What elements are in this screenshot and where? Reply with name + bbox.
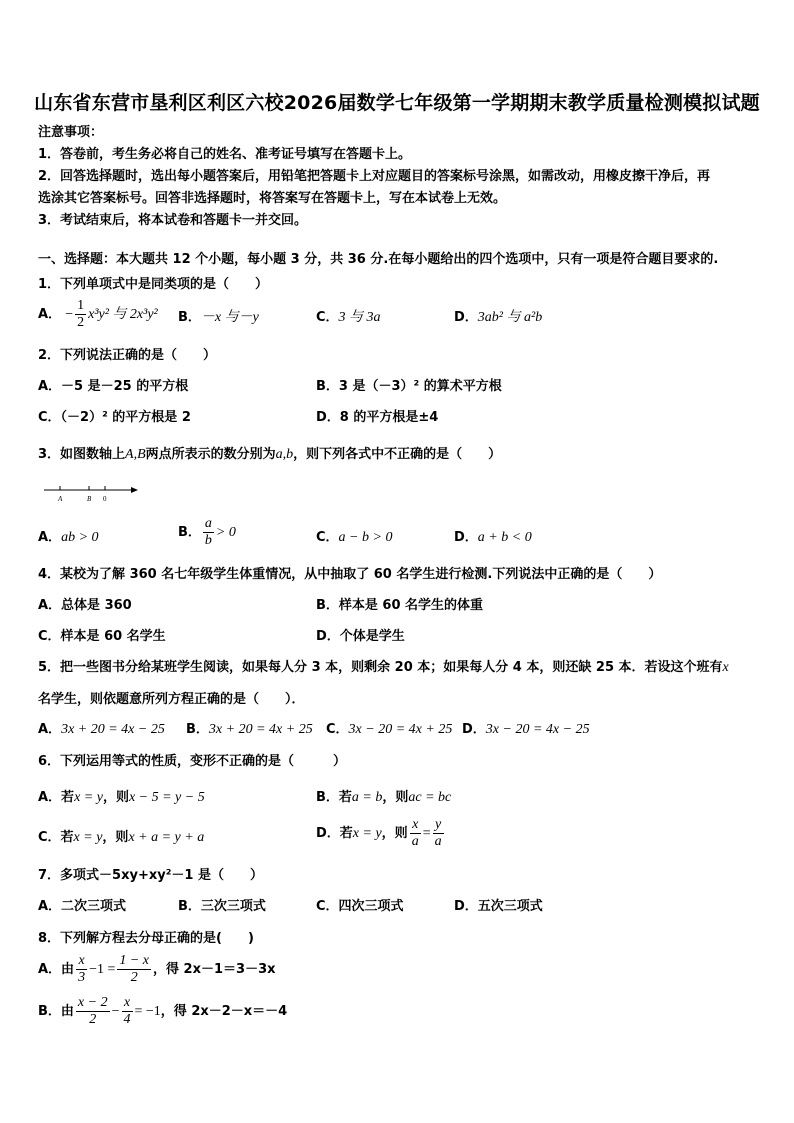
condition: x = y [73, 830, 103, 845]
fraction [410, 817, 421, 850]
q5-stem-line2: 名学生，则依题意所列方程正确的是（ ）． [38, 692, 305, 707]
option-label: C． [316, 530, 339, 545]
q8-option-a [38, 953, 276, 986]
q8-option-b [38, 995, 287, 1028]
q2-option-a: A．－5 是－25 的平方根 [38, 379, 189, 394]
option-label: C．若 [38, 830, 74, 845]
q3-option-c [316, 526, 392, 546]
operator: − [111, 1004, 120, 1019]
label-a: A [58, 495, 63, 503]
stem-points: A,B [125, 447, 146, 462]
conclusion: ac = bc [408, 790, 452, 805]
option-text: 3x − 20 = 4x + 25 [348, 722, 453, 737]
q5-stem-line1 [38, 656, 729, 676]
fraction [76, 953, 87, 986]
denominator: a [434, 834, 442, 849]
q2-option-c: C．（－2）² 的平方根是 2 [38, 410, 191, 425]
denominator: a [411, 834, 419, 849]
stem-vars: a,b [275, 447, 294, 462]
option-label: A．若 [38, 790, 75, 805]
stem-text: 3．如图数轴上 [38, 447, 126, 462]
section-heading: 一、选择题：本大题共 12 个小题，每小题 3 分，共 36 分.在每小题给出的四个选项中，只有一项是符合题目要求的. [38, 252, 719, 267]
condition: a = b [351, 790, 383, 805]
fraction [76, 995, 110, 1028]
q4-option-c: C．样本是 60 名学生 [38, 629, 166, 644]
stem-text: 两点所表示的数分别为 [145, 447, 276, 462]
fraction [433, 817, 444, 850]
number-line-figure [42, 482, 142, 504]
fraction [203, 516, 214, 549]
option-label: A．由 [38, 962, 75, 977]
q2-option-d: D．8 的平方根是±4 [316, 410, 439, 425]
stem-var: x [722, 660, 729, 675]
q7-option-c: C．四次三项式 [316, 899, 404, 914]
fraction [122, 995, 133, 1028]
q2-option-b: B．3 是（－3）² 的算术平方根 [316, 379, 502, 394]
option-label: C． [326, 722, 349, 737]
arrow-icon [131, 487, 138, 493]
operator: −1 = [89, 962, 116, 977]
denominator: 3 [78, 970, 86, 985]
equals-part: = −1 [134, 1004, 161, 1019]
option-text: 3x − 20 = 4x − 25 [485, 722, 590, 737]
stem-text: 5．把一些图书分给某班学生阅读，如果每人分 3 本，则剩余 20 本；如果每人分 4 本，则还缺 25 本．若设这个班有 [38, 660, 723, 675]
label-b: B [87, 495, 92, 503]
notice-item-2: 2．回答选择题时，选出每小题答案后，用铅笔把答题卡上对应题目的答案标号涂黑，如需改动，用橡皮擦干净后，再 [38, 169, 711, 184]
equals-sign: = [422, 826, 431, 841]
option-label: A． [38, 722, 62, 737]
q3-option-d [454, 526, 532, 546]
q2-stem: 2．下列说法正确的是（ ） [38, 348, 217, 363]
q1-stem: 1．下列单项式中是同类项的是（ ） [38, 277, 269, 292]
page-title: 山东省东营市垦利区利区六校2026届数学七年级第一学期期末教学质量检测模拟试题 [34, 92, 760, 114]
option-text: a + b < 0 [477, 530, 532, 545]
option-text: 3 与 3a [338, 310, 381, 325]
q6-option-d [316, 817, 446, 850]
connector: ，则 [102, 790, 129, 805]
option-label: A． [38, 530, 62, 545]
option-text: 3x + 20 = 4x + 25 [208, 722, 313, 737]
q6-option-c [38, 826, 204, 846]
q4-option-d: D．个体是学生 [316, 629, 405, 644]
option-label: B． [178, 310, 201, 325]
option-label: B．若 [316, 790, 352, 805]
denominator: 2 [77, 315, 85, 330]
fraction [75, 298, 86, 331]
q7-stem: 7．多项式－5xy+xy²－1 是（ ） [38, 868, 263, 883]
option-label: C． [316, 310, 339, 325]
notice-item-3: 3．考试结束后，将本试卷和答题卡一并交回。 [38, 213, 308, 228]
q7-option-d: D．五次三项式 [454, 899, 543, 914]
numerator: 1 − x [119, 953, 150, 968]
numerator: x − 2 [77, 995, 108, 1010]
conclusion: x − 5 = y − 5 [128, 790, 205, 805]
fraction [117, 953, 151, 986]
q1-option-b [178, 306, 259, 326]
denominator: 2 [130, 970, 138, 985]
numerator: 1 [77, 298, 85, 313]
q5-option-c [326, 718, 452, 738]
option-text: ab > 0 [61, 530, 99, 545]
denominator: 4 [123, 1012, 131, 1027]
numerator: x [122, 995, 133, 1012]
q5-option-d [462, 718, 590, 738]
option-label: A． [38, 307, 62, 322]
numerator: x [76, 953, 87, 970]
connector: ，则 [382, 790, 409, 805]
option-label: D． [454, 530, 478, 545]
option-label: D． [454, 310, 478, 325]
q1-option-c [316, 306, 381, 326]
q3-option-b [178, 516, 236, 549]
q3-stem [38, 443, 501, 463]
condition: x = y [352, 826, 382, 841]
q7-option-a: A．二次三项式 [38, 899, 127, 914]
q4-stem: 4．某校为了解 360 名七年级学生体重情况，从中抽取了 60 名学生进行检测.下列说法中正确的是（ ） [38, 567, 662, 582]
option-text: > 0 [215, 525, 236, 540]
notice-item-1: 1．答卷前，考生务必将自己的姓名、准考证号填写在答题卡上。 [38, 147, 412, 162]
q6-option-b [316, 786, 451, 806]
numerator: x [410, 817, 421, 834]
q6-option-a [38, 786, 205, 806]
q5-option-a [38, 718, 165, 738]
result-text: ，得 2x－1＝3－3x [153, 962, 276, 977]
q6-stem: 6．下列运用等式的性质，变形不正确的是（ ） [38, 754, 347, 769]
option-label: D． [462, 722, 486, 737]
option-label: D．若 [316, 826, 353, 841]
connector: ，则 [102, 830, 129, 845]
connector: ，则 [381, 826, 408, 841]
q8-stem: 8．下列解方程去分母正确的是( ) [38, 931, 254, 946]
label-zero: 0 [103, 495, 107, 503]
option-text: x³y² 与 2x³y² [88, 307, 158, 322]
q5-option-b [186, 718, 313, 738]
q1-option-d [454, 306, 542, 326]
denominator: b [204, 533, 212, 548]
q1-option-a: A． − $\frac{1}{2}$ x³y² 与 2x³y² [38, 298, 158, 330]
q7-option-b: B．三次三项式 [178, 899, 266, 914]
result-text: ，得 2x－2－x＝－4 [160, 1004, 288, 1019]
denominator: 2 [89, 1012, 97, 1027]
option-text: 3x + 20 = 4x − 25 [61, 722, 165, 737]
option-text: 3ab² 与 a²b [477, 310, 543, 325]
stem-text: ，则下列各式中不正确的是（ ） [293, 447, 502, 462]
q4-option-a: A．总体是 360 [38, 598, 132, 613]
notice-item-2-cont: 选涂其它答案标号。回答非选择题时，将答案写在答题卡上，写在本试卷上无效。 [38, 191, 507, 206]
option-label: B． [178, 525, 201, 540]
condition: x = y [74, 790, 103, 805]
option-text: a − b > 0 [338, 530, 393, 545]
option-label: B．由 [38, 1004, 74, 1019]
option-text: －x 与－y [200, 310, 259, 325]
numerator: a [204, 516, 212, 531]
q4-option-b: B．样本是 60 名学生的体重 [316, 598, 484, 613]
numerator: y [433, 817, 444, 834]
q3-option-a [38, 526, 99, 546]
conclusion: x + a = y + a [128, 830, 205, 845]
option-label: B． [186, 722, 209, 737]
notice-heading: 注意事项： [38, 125, 104, 140]
